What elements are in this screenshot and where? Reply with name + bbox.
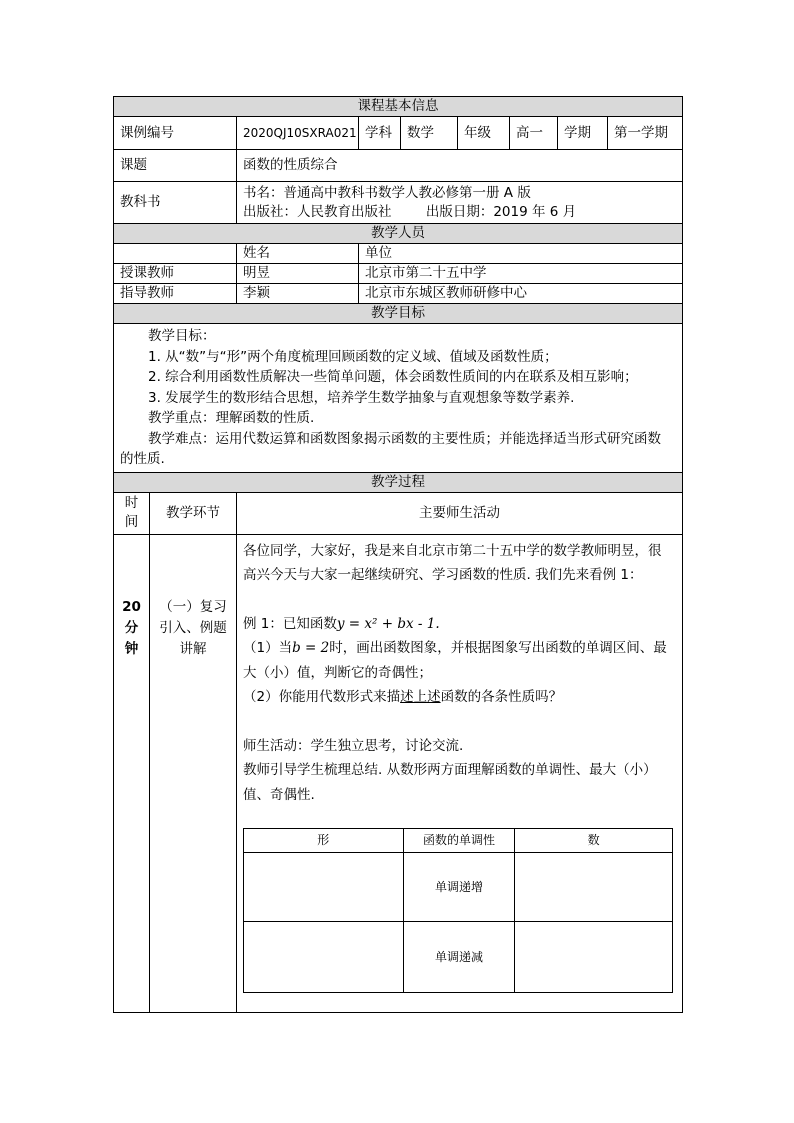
intro-line-2: 高兴今天与大家一起继续研究、学习函数的性质. 我们先来看例 1：: [243, 567, 643, 583]
staff-blank: [114, 244, 237, 264]
stage-value: [150, 534, 237, 1012]
activity-content: [237, 534, 683, 1012]
textbook-value: [237, 182, 683, 224]
activity-header: 主要师生活动: [237, 492, 683, 534]
col-header-monotonicity: 函数的单调性: [403, 829, 515, 853]
row-increasing: 单调递增: [403, 853, 515, 922]
q1-prefix: （1）当: [243, 640, 293, 656]
goals-content: [114, 324, 683, 473]
q1-suffix: 时，画出函数图象，并根据图象写出函数的单调区间、最: [329, 640, 667, 656]
goal-item-3: 3. 发展学生的数形结合思想，培养学生数学抽象与直观想象等数学素养.: [148, 389, 575, 406]
summary-line-2: 值、奇偶性.: [243, 786, 315, 803]
example-prefix: 例 1：已知函数: [243, 615, 337, 632]
intro-line-1: 各位同学，大家好，我是来自北京市第二十五中学的数学教师明昱，很: [243, 542, 662, 559]
section-staff: 教学人员: [114, 224, 683, 244]
textbook-line-2: 出版社：人民教育出版社 出版日期：2019 年 6 月: [243, 203, 577, 220]
section-goals: 教学目标: [114, 304, 683, 324]
property-table: [243, 828, 673, 993]
cell-shape-decreasing: [244, 922, 404, 993]
goal-item-1: 1. 从“数”与“形”两个角度梳理回顾函数的定义域、值域及函数性质；: [148, 348, 558, 365]
stage-line-3: 讲解: [179, 640, 207, 657]
goals-heading: 教学目标：: [148, 328, 216, 344]
question-1-line-1: [243, 636, 676, 661]
summary-line-1: 教师引导学生梳理总结. 从数形两方面理解函数的单调性、最大（小）: [243, 762, 657, 778]
stage-line-1: （一）复习: [159, 598, 227, 615]
row-decreasing: 单调递减: [403, 922, 515, 993]
cell-number-decreasing: [515, 922, 673, 993]
col-header-number: 数: [515, 829, 673, 853]
term-value: 第一学期: [608, 117, 683, 150]
section-basic-info: 课程基本信息: [114, 97, 683, 117]
q2-prefix: （2）你能用代数形式来描: [243, 689, 401, 705]
teacher-label: 授课教师: [114, 264, 237, 284]
unit-header: 单位: [359, 244, 683, 264]
lesson-plan-table: [113, 96, 683, 1013]
time-value-number: 20: [122, 598, 141, 615]
time-value: [114, 534, 150, 1012]
example-formula: y = x² + bx - 1.: [336, 615, 440, 632]
mentor-name: 李颖: [237, 284, 359, 304]
difficulty-line-2: 的性质.: [120, 451, 165, 467]
cell-number-increasing: [515, 853, 673, 922]
topic-value: 函数的性质综合: [237, 150, 683, 182]
key-point: 教学重点：理解函数的性质.: [148, 410, 315, 426]
textbook-line-1: 书名：普通高中教科书数学人教必修第一册 A 版: [243, 184, 531, 201]
subject-label: 学科: [359, 117, 401, 150]
term-label: 学期: [558, 117, 608, 150]
case-no-value: 2020QJ10SXRA021: [237, 117, 359, 150]
col-header-shape: 形: [244, 829, 404, 853]
question-2: [243, 685, 676, 710]
grade-value: 高一: [510, 117, 558, 150]
grade-label: 年级: [458, 117, 510, 150]
q2-underlined: 述上述: [400, 689, 441, 705]
textbook-label: 教科书: [114, 182, 237, 224]
stage-line-2: 引入、例题: [159, 619, 227, 636]
q1-b-value: b = 2: [292, 640, 330, 656]
time-value-unit-1: 分: [124, 619, 139, 636]
difficulty-line-1: 教学难点：运用代数运算和函数图象揭示函数的主要性质；并能选择适当形式研究函数: [148, 430, 661, 447]
subject-value: 数学: [401, 117, 458, 150]
lesson-plan-page: [113, 96, 682, 1013]
question-1-line-2: 大（小）值，判断它的奇偶性；: [243, 664, 432, 681]
case-no-label: 课例编号: [114, 117, 237, 150]
name-header: 姓名: [237, 244, 359, 264]
section-process: 教学过程: [114, 472, 683, 492]
mentor-label: 指导教师: [114, 284, 237, 304]
time-header: 时间: [114, 492, 150, 534]
example-1: [243, 612, 676, 637]
activity-line: 师生活动：学生独立思考，讨论交流.: [243, 737, 464, 754]
teacher-unit: 北京市第二十五中学: [359, 264, 683, 284]
cell-shape-increasing: [244, 853, 404, 922]
goal-item-2: 2. 综合利用函数性质解决一些简单问题，体会函数性质间的内在联系及相互影响；: [148, 369, 638, 385]
stage-header: 教学环节: [150, 492, 237, 534]
q2-suffix: 函数的各条性质吗？: [440, 689, 563, 705]
mentor-unit: 北京市东城区教师研修中心: [359, 284, 683, 304]
time-value-unit-2: 钟: [124, 640, 139, 657]
teacher-name: 明昱: [237, 264, 359, 284]
topic-label: 课题: [114, 150, 237, 182]
